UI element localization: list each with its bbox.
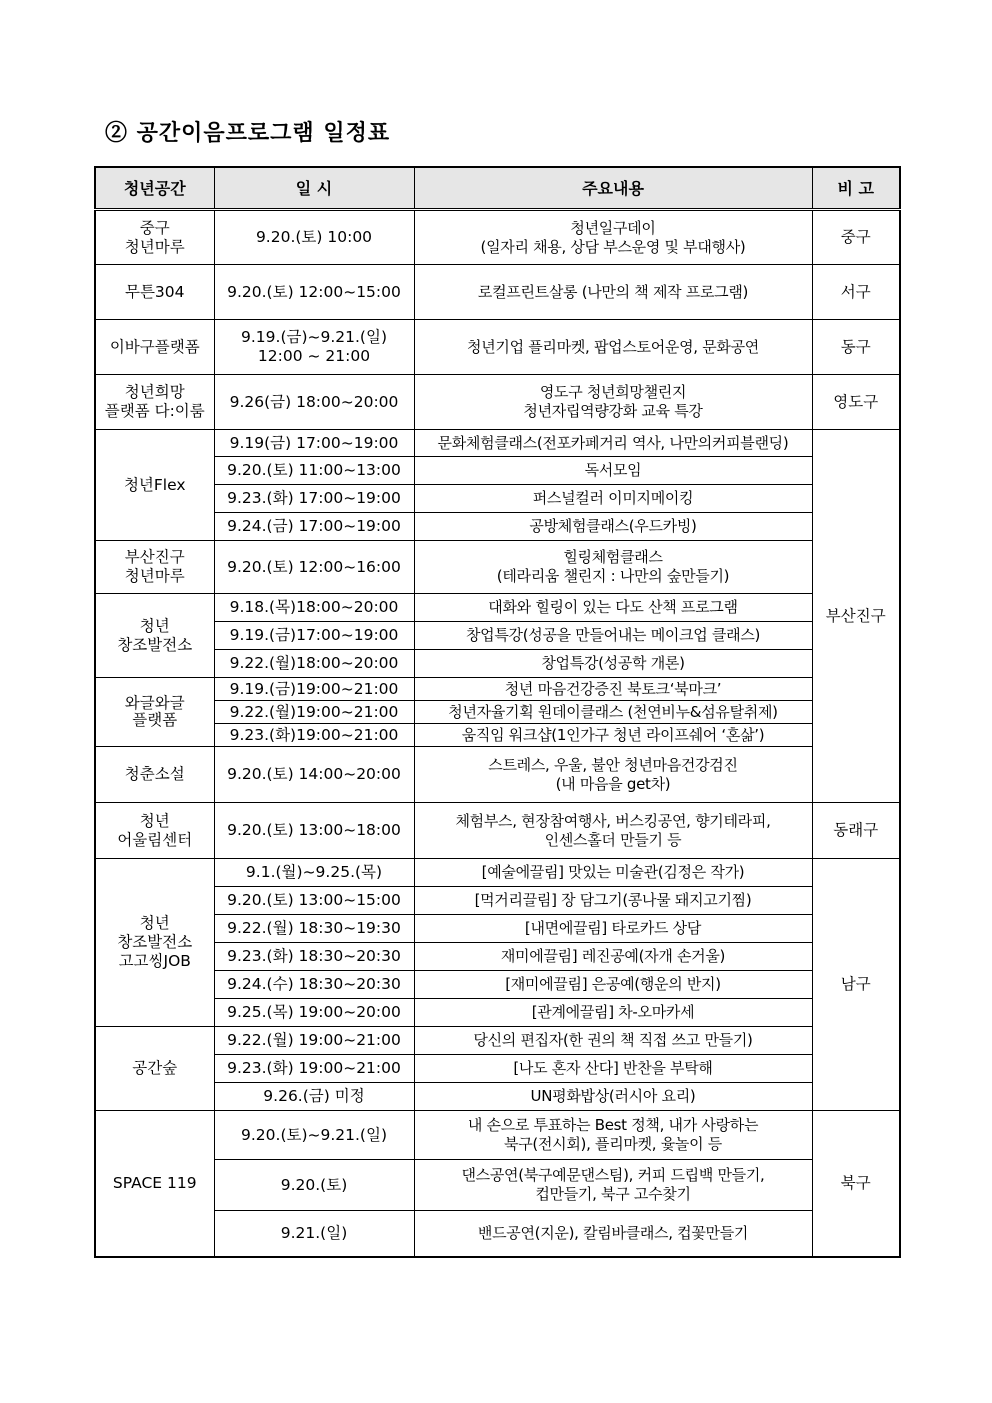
table-row (95, 541, 900, 594)
content-cell: [재미에끌림] 은공예(행운의 반지) (414, 971, 812, 999)
time-cell: 9.22.(월) 19:00~21:00 (214, 1027, 414, 1055)
time-cell: 9.20.(토) 13:00~15:00 (214, 887, 414, 915)
space-cell: 와글와글 플랫폼 (95, 678, 214, 747)
time-cell: 9.19.(금)17:00~19:00 (214, 622, 414, 650)
table-row (95, 622, 900, 650)
table-row (95, 803, 900, 859)
space-cell: 청년희망 플랫폼 다:이룸 (95, 375, 214, 430)
table-row (95, 1160, 900, 1211)
content-cell: [먹거리끌림] 장 담그기(콩나물 돼지고기찜) (414, 887, 812, 915)
table-row (95, 210, 900, 265)
table-row (95, 971, 900, 999)
table-row (95, 1055, 900, 1083)
time-cell: 9.19.(금)19:00~21:00 (214, 678, 414, 701)
table-row (95, 485, 900, 513)
space-cell: 청년 창조발전소 (95, 594, 214, 678)
content-cell: 청년기업 플리마켓, 팝업스토어운영, 문화공연 (414, 320, 812, 375)
content-cell: 청년 마음건강증진 북토크‘북마크’ (414, 678, 812, 701)
time-cell: 9.23.(화) 19:00~21:00 (214, 1055, 414, 1083)
content-cell: 대화와 힐링이 있는 다도 산책 프로그램 (414, 594, 812, 622)
table-row (95, 1211, 900, 1257)
table-row (95, 1111, 900, 1160)
header-note: 비 고 (812, 167, 900, 210)
content-cell: UN평화밥상(러시아 요리) (414, 1083, 812, 1111)
content-cell: 영도구 청년희망챌린지 청년자립역량강화 교육 특강 (414, 375, 812, 430)
time-cell: 9.20.(토) 12:00~15:00 (214, 265, 414, 320)
content-cell: 공방체험클래스(우드카빙) (414, 513, 812, 541)
table-row (95, 678, 900, 701)
table-row (95, 265, 900, 320)
time-cell: 9.20.(토) 13:00~18:00 (214, 803, 414, 859)
time-cell: 9.26(금) 18:00~20:00 (214, 375, 414, 430)
time-cell: 9.20.(토)~9.21.(일) (214, 1111, 414, 1160)
note-cell: 동래구 (812, 803, 900, 859)
time-cell: 9.21.(일) (214, 1211, 414, 1257)
time-cell: 9.20.(토) 11:00~13:00 (214, 457, 414, 485)
table-row (95, 457, 900, 485)
table-row (95, 943, 900, 971)
content-cell: [내면에끌림] 타로카드 상담 (414, 915, 812, 943)
content-cell: 힐링체험클래스 (테라리움 챌린지 : 나만의 숲만들기) (414, 541, 812, 594)
note-cell: 중구 (812, 210, 900, 265)
content-cell: 밴드공연(지운), 칼림바클래스, 컵꽃만들기 (414, 1211, 812, 1257)
table-row (95, 430, 900, 457)
table-row (95, 1083, 900, 1111)
space-cell: 중구 청년마루 (95, 210, 214, 265)
note-cell: 동구 (812, 320, 900, 375)
table-row (95, 1027, 900, 1055)
content-cell: 스트레스, 우울, 불안 청년마음건강검진 (내 마음을 get차) (414, 747, 812, 803)
content-cell: 댄스공연(북구예문댄스팀), 커피 드립백 만들기, 컵만들기, 북구 고수찾기 (414, 1160, 812, 1211)
space-cell: 공간숲 (95, 1027, 214, 1111)
time-cell: 9.19(금) 17:00~19:00 (214, 430, 414, 457)
table-row (95, 887, 900, 915)
table-row (95, 513, 900, 541)
time-cell: 9.24.(수) 18:30~20:30 (214, 971, 414, 999)
note-cell: 북구 (812, 1111, 900, 1257)
content-cell: 문화체험클래스(전포카페거리 역사, 나만의커피블랜딩) (414, 430, 812, 457)
space-cell: 무튼304 (95, 265, 214, 320)
content-cell: 내 손으로 투표하는 Best 정책, 내가 사랑하는 북구(전시회), 플리마켓, 윷놀이 등 (414, 1111, 812, 1160)
table-row (95, 594, 900, 622)
content-cell: 창업특강(성공학 개론) (414, 650, 812, 678)
time-cell: 9.23.(화)19:00~21:00 (214, 724, 414, 747)
time-cell: 9.24.(금) 17:00~19:00 (214, 513, 414, 541)
content-cell: [예술에끌림] 맛있는 미술관(김정은 작가) (414, 859, 812, 887)
content-cell: 청년일구데이 (일자리 채용, 상담 부스운영 및 부대행사) (414, 210, 812, 265)
note-cell: 서구 (812, 265, 900, 320)
time-cell: 9.22.(월)19:00~21:00 (214, 701, 414, 724)
time-cell: 9.18.(목)18:00~20:00 (214, 594, 414, 622)
time-cell: 9.20.(토) 10:00 (214, 210, 414, 265)
space-cell: 청년 창조발전소 고고씽JOB (95, 859, 214, 1027)
content-cell: 로컬프린트살롱 (나만의 책 제작 프로그램) (414, 265, 812, 320)
table-row (95, 724, 900, 747)
space-cell: 청춘소설 (95, 747, 214, 803)
table-row (95, 375, 900, 430)
schedule-table (94, 166, 901, 1258)
note-cell: 부산진구 (812, 430, 900, 803)
time-cell: 9.1.(월)~9.25.(목) (214, 859, 414, 887)
time-cell: 9.22.(월) 18:30~19:30 (214, 915, 414, 943)
table-row (95, 999, 900, 1027)
header-space: 청년공간 (95, 167, 214, 210)
table-row (95, 859, 900, 887)
content-cell: 체험부스, 현장참여행사, 버스킹공연, 향기테라피, 인센스홀더 만들기 등 (414, 803, 812, 859)
table-row (95, 320, 900, 375)
content-cell: 창업특강(성공을 만들어내는 메이크업 클래스) (414, 622, 812, 650)
time-cell: 9.26.(금) 미정 (214, 1083, 414, 1111)
time-cell: 9.22.(월)18:00~20:00 (214, 650, 414, 678)
time-cell: 9.20.(토) (214, 1160, 414, 1211)
content-cell: 독서모임 (414, 457, 812, 485)
table-row (95, 701, 900, 724)
content-cell: [나도 혼자 산다] 반찬을 부탁해 (414, 1055, 812, 1083)
time-cell: 9.19.(금)~9.21.(일) 12:00 ~ 21:00 (214, 320, 414, 375)
content-cell: 재미에끌림] 레진공예(자개 손거울) (414, 943, 812, 971)
time-cell: 9.20.(토) 14:00~20:00 (214, 747, 414, 803)
note-cell: 남구 (812, 859, 900, 1111)
header-row (95, 167, 900, 210)
space-cell: SPACE 119 (95, 1111, 214, 1257)
content-cell: 당신의 편집자(한 권의 책 직접 쓰고 만들기) (414, 1027, 812, 1055)
content-cell: 움직임 워크샵(1인가구 청년 라이프쉐어 ‘혼삶’) (414, 724, 812, 747)
content-cell: 청년자율기획 원데이클래스 (천연비누&섬유탈취제) (414, 701, 812, 724)
time-cell: 9.25.(목) 19:00~20:00 (214, 999, 414, 1027)
content-cell: [관계에끌림] 차-오마카세 (414, 999, 812, 1027)
space-cell: 부산진구 청년마루 (95, 541, 214, 594)
time-cell: 9.23.(화) 17:00~19:00 (214, 485, 414, 513)
note-cell: 영도구 (812, 375, 900, 430)
space-cell: 청년Flex (95, 430, 214, 541)
time-cell: 9.20.(토) 12:00~16:00 (214, 541, 414, 594)
table-row (95, 747, 900, 803)
table-row (95, 650, 900, 678)
header-time: 일 시 (214, 167, 414, 210)
content-cell: 퍼스널컬러 이미지메이킹 (414, 485, 812, 513)
table-row (95, 915, 900, 943)
page-title: ② 공간이음프로그램 일정표 (105, 120, 391, 146)
header-content: 주요내용 (414, 167, 812, 210)
time-cell: 9.23.(화) 18:30~20:30 (214, 943, 414, 971)
space-cell: 청년 어울림센터 (95, 803, 214, 859)
space-cell: 이바구플랫폼 (95, 320, 214, 375)
